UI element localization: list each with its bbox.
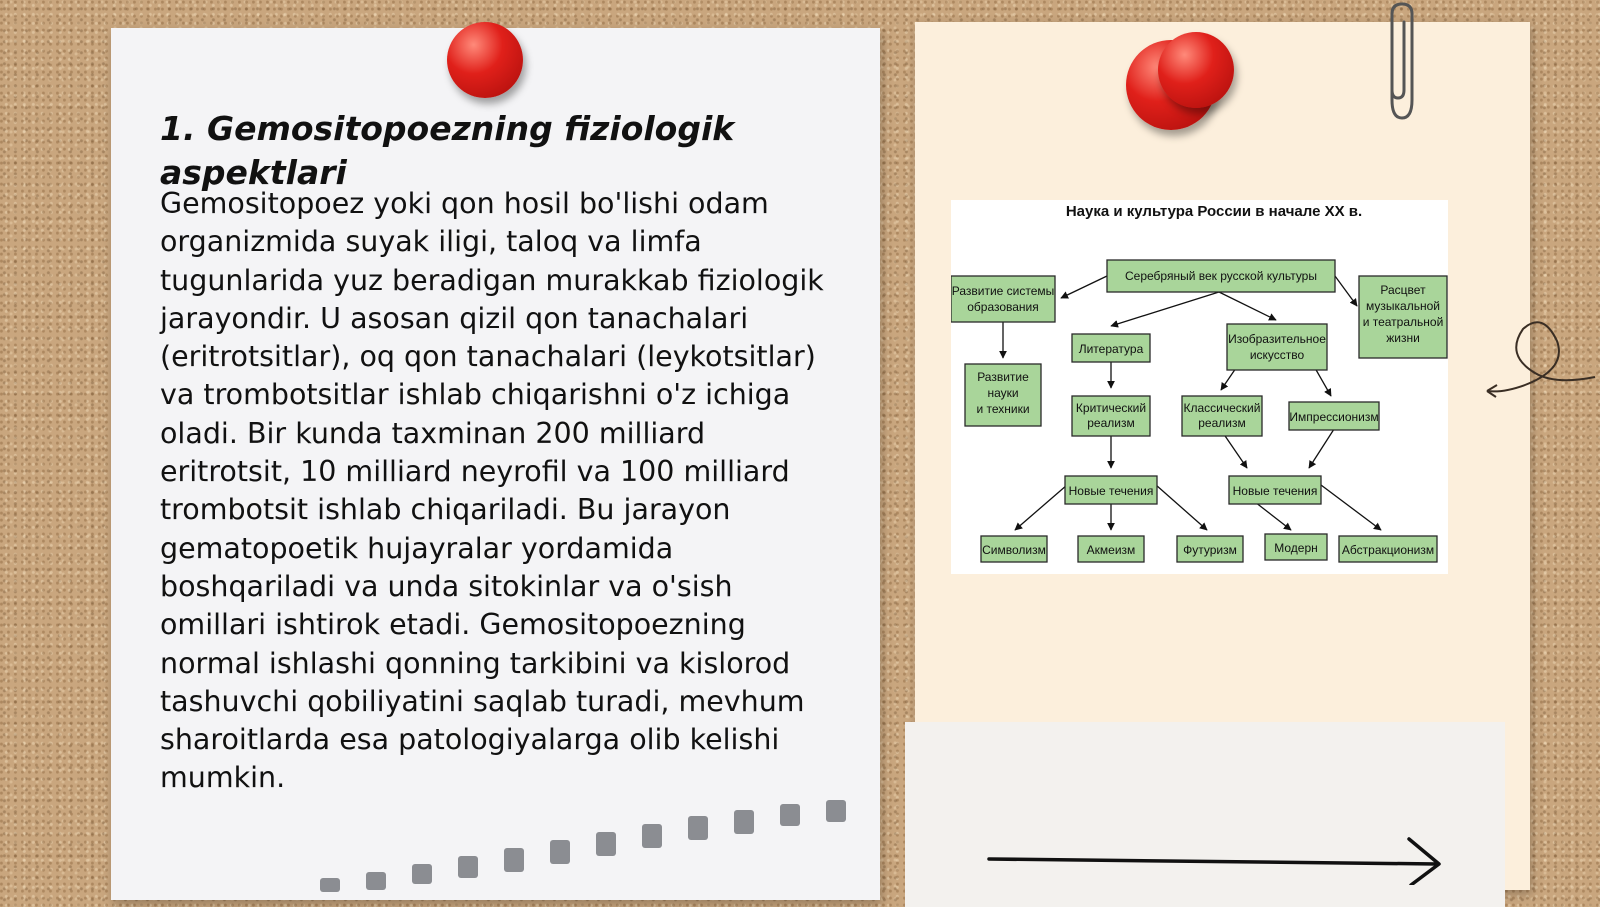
svg-text:Абстракционизм: Абстракционизм (1341, 543, 1435, 557)
svg-text:Модерн: Модерн (1274, 541, 1318, 555)
diagram-node-new-trends-right (1229, 476, 1321, 504)
diagram-node-impressionism (1289, 402, 1379, 430)
diagram-node-symbolism (981, 536, 1047, 562)
svg-text:реализм: реализм (1087, 416, 1135, 430)
svg-text:науки: науки (987, 386, 1019, 400)
svg-text:образования: образования (967, 300, 1039, 314)
diagram-node-abstractionism (1339, 536, 1437, 562)
svg-text:Импрессионизм: Импрессионизм (1289, 410, 1379, 424)
svg-text:Классический: Классический (1183, 401, 1261, 415)
slide-title: 1. Gemositopoezning fiziologik aspektlari (160, 109, 735, 192)
diagram-node-literature (1072, 334, 1150, 362)
culture-diagram (951, 200, 1448, 574)
svg-text:и техники: и техники (976, 402, 1030, 416)
diagram-node-science (965, 364, 1041, 426)
svg-text:искусство: искусство (1249, 348, 1305, 362)
pushpin-icon (1158, 32, 1234, 108)
svg-text:Литература: Литература (1078, 342, 1144, 356)
diagram-node-acmeism (1078, 536, 1144, 562)
svg-text:Футуризм: Футуризм (1183, 543, 1237, 557)
diagram-node-root (1107, 260, 1335, 292)
slide-body-text: Gemositopoez yoki qon hosil bo'lishi odam organizmida suyak iligi, taloq va limfa tugunlarida yuz beradigan murakkab fiziologik jarayondir. U asosan qizil qon tanachalari (eritrotsitlar), oq qon tanachalari (leykotsitlar) va trombotsitlar ishlab chiqarishni o'z ichiga oladi. Bir kunda taxminan 200 milliard eritrotsit, 10 milliard neyrofil va 100 milliard trombotsit ishlab chiqariladi. Bu jarayon gematopoetik hujayralar yordamida boshqariladi va unda sitokinlar va o'sish omillari ishtirok etadi. Gemositopoezning normal ishlashi qonning tarkibini va kislorod tashuvchi qobiliyatini saqlab turadi, mevhum sharoitlarda esa patologiyalarga olib kelishi mumkin. (160, 187, 824, 795)
diagram-node-modern (1265, 534, 1327, 560)
arrow-right-icon (985, 835, 1445, 885)
pushpin-icon (447, 22, 523, 98)
diagram-node-education (951, 276, 1055, 322)
notebook-rings (300, 800, 860, 900)
diagram-node-art (1227, 324, 1327, 370)
diagram-title: Наука и культура России в начале XX в. (1065, 203, 1363, 220)
svg-text:музыкальной: музыкальной (1366, 299, 1440, 313)
paperclip-icon (1380, 0, 1420, 125)
svg-text:Новые течения: Новые течения (1232, 484, 1318, 498)
diagram-node-critical-realism (1072, 396, 1150, 436)
svg-text:Критический: Критический (1075, 401, 1147, 415)
svg-text:Расцвет: Расцвет (1380, 283, 1426, 297)
svg-text:Символизм: Символизм (982, 543, 1046, 557)
svg-text:Развитие: Развитие (977, 370, 1029, 384)
diagram-node-futurism (1177, 536, 1243, 562)
diagram-node-new-trends-left (1065, 476, 1157, 504)
diagram-node-theatre (1359, 276, 1447, 358)
svg-text:Развитие системы: Развитие системы (951, 284, 1055, 298)
svg-text:и театральной: и театральной (1362, 315, 1444, 329)
svg-text:Изобразительное: Изобразительное (1228, 332, 1326, 346)
diagram-node-classical-realism (1182, 396, 1262, 436)
svg-text:Акмеизм: Акмеизм (1086, 543, 1136, 557)
scribble-arrow-icon (1485, 315, 1600, 405)
svg-text:жизни: жизни (1386, 331, 1420, 345)
svg-text:реализм: реализм (1198, 416, 1246, 430)
svg-text:Новые течения: Новые течения (1068, 484, 1154, 498)
svg-text:Серебряный век русской культур: Серебряный век русской культуры (1125, 269, 1317, 283)
